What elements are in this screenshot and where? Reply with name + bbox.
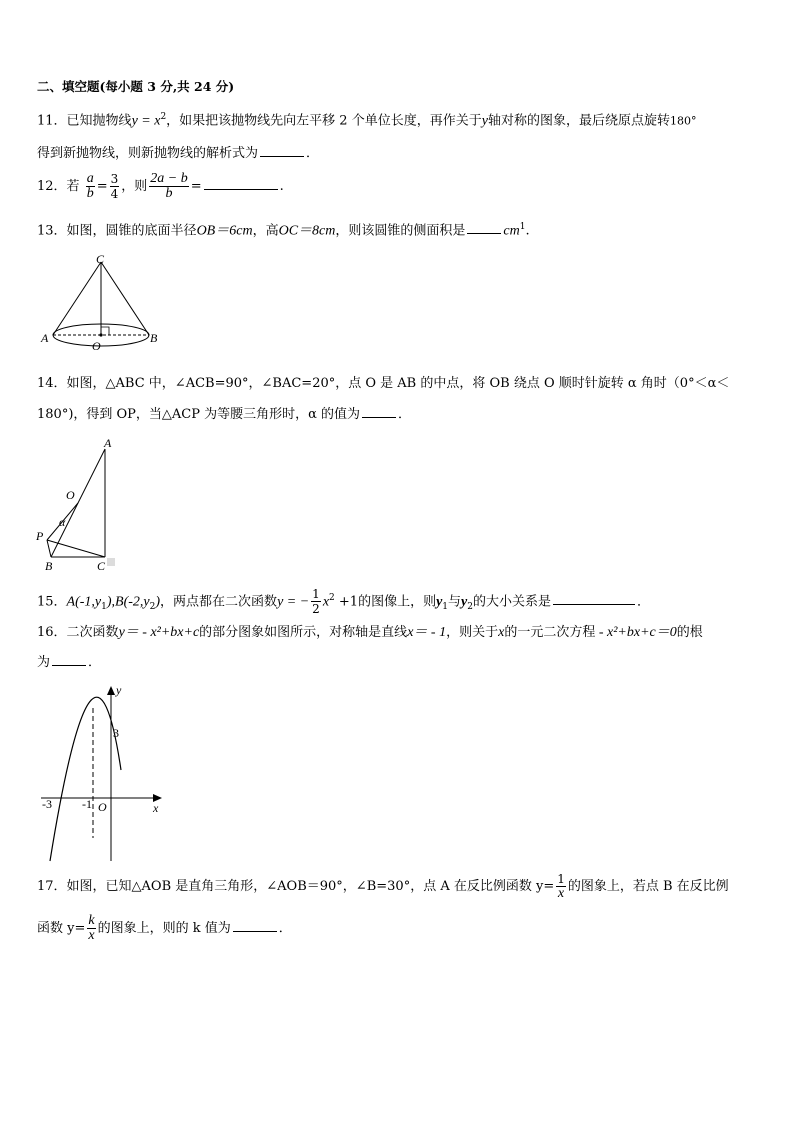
q17-frac2-den: x [88, 928, 95, 943]
q12-number: 12． [37, 179, 67, 194]
graph-label-y: y [116, 683, 122, 697]
cone-base-front [53, 335, 149, 346]
q12-eq: = [96, 179, 108, 194]
q16-axis: x＝ - 1 [407, 625, 447, 640]
q11-text-b: ，如果把该抛物线先向左平移 2 个单位长度，再作关于 [166, 113, 482, 129]
q17-frac-num: 1 [557, 872, 565, 886]
q16-line1-a: 二次函数 [66, 625, 119, 640]
q17-answer-blank[interactable] [233, 930, 277, 932]
q11-angle: 180° [669, 114, 697, 128]
q15-y2-sub: 2 [467, 601, 473, 612]
question-11-line-2 [37, 145, 319, 163]
q12-text-b: ，则 [121, 179, 148, 194]
q15-text-b: 的图像上，则 [358, 594, 437, 610]
q11-text-c: 轴对称的图象，最后绕原点旋转 [487, 113, 670, 129]
q17-line2-b: 的图象上，则的 k 值为 [97, 921, 231, 936]
section-heading: 二、填空题(每小题 3 分,共 24 分) [37, 79, 235, 94]
y-axis-arrow [107, 686, 115, 695]
q17-frac2-num: k [88, 913, 95, 928]
figure-16-parabola [38, 678, 168, 863]
q14-number: 14． [37, 376, 67, 391]
q12-frac1-den: b [86, 186, 94, 201]
q15-y1: y [436, 594, 443, 610]
q13-oc: OC＝8cm [278, 223, 336, 239]
graph-label-x: x [153, 801, 159, 815]
q15-points: A(-1,y [66, 594, 102, 610]
graph-label-origin: O [98, 800, 107, 814]
q11-expr: y = x [131, 113, 161, 129]
q13-text-c: ，则该圆锥的侧面积是 [335, 223, 466, 239]
q12-fraction-3-over-4 [110, 172, 120, 201]
q12-fraction-expression [149, 172, 188, 201]
q16-line1-c: ，则关于 [446, 625, 499, 640]
q13-ob: OB＝6cm [196, 223, 253, 239]
q16-eqn: - x²+bx+c＝0 [595, 625, 677, 640]
q15-points-mid: ),B(-2,y [106, 594, 150, 610]
q12-frac3-num: 2a − b [150, 171, 188, 186]
question-14-line-2 [37, 406, 411, 424]
q16-line1-e: 的根 [676, 625, 703, 640]
q12-fraction-a-over-b [86, 172, 95, 201]
q15-points-end: ) [155, 594, 161, 610]
q13-end: . [525, 223, 530, 239]
q16-end: ． [88, 655, 102, 670]
q15-answer-blank[interactable] [553, 603, 635, 605]
q12-frac2-den: 4 [110, 187, 119, 201]
q12-answer-blank[interactable] [204, 188, 278, 190]
q11-text-d: 得到新抛物线，则新抛物线的解析式为 [37, 146, 259, 161]
q11-expr-exp: 2 [160, 112, 167, 122]
question-13 [37, 218, 530, 240]
q15-exp: 2 [329, 593, 335, 603]
cone-right-angle-mark [101, 327, 109, 335]
cone-label-b: B [150, 331, 158, 345]
q12-eq2: = [190, 179, 202, 194]
q16-answer-blank[interactable] [52, 664, 86, 666]
q14-answer-blank[interactable] [362, 416, 396, 418]
q15-frac-den: 2 [312, 602, 320, 617]
tri-label-alpha: α [59, 515, 66, 529]
question-11-line-1 [37, 108, 696, 130]
q17-fraction-k-over-x [87, 914, 95, 943]
q16-line1-d: 的一元二次方程 [504, 625, 596, 640]
question-16-line-1 [37, 624, 703, 642]
figure-13-cone [38, 250, 163, 353]
right-angle-mark-c [107, 558, 115, 566]
q13-text-b: ，高 [252, 223, 279, 239]
q17-line2-a: 函数 y= [37, 921, 86, 936]
tri-label-o: O [66, 488, 75, 502]
q15-text-a: ，两点都在二次函数 [160, 594, 278, 610]
q14-end: ． [398, 407, 412, 422]
q11-y-var: y [481, 113, 488, 129]
figure-14-triangle [35, 436, 120, 572]
q17-fraction-1-over-x [556, 872, 566, 901]
q16-func: y＝ - x²+bx+c [118, 625, 200, 640]
q16-xvar: x [498, 625, 505, 640]
cone-label-o: O [92, 339, 101, 353]
q13-number: 13． [37, 223, 67, 239]
q12-frac3-den: b [165, 186, 173, 201]
parabola-curve [50, 697, 121, 861]
q12-frac2-num: 3 [110, 172, 119, 186]
graph-label-neg3: -3 [42, 797, 52, 811]
q13-unit: cm [503, 223, 520, 239]
q12-frac1-num: a [86, 171, 94, 186]
q15-yu: 与 [448, 594, 462, 610]
question-17-line-2 [37, 912, 292, 946]
q17-end: ． [278, 921, 292, 936]
q15-x-sq: x [322, 594, 330, 610]
q11-number: 11． [37, 113, 67, 129]
cone-label-c: C [96, 252, 105, 266]
q11-text-a: 已知抛物线 [66, 113, 132, 129]
tri-label-c: C [97, 559, 106, 573]
q15-sub2: 2 [149, 601, 156, 612]
cone-center-point [99, 333, 102, 336]
q16-line2: 为 [37, 655, 51, 670]
q15-text-c: 的大小关系是 [473, 594, 552, 610]
q15-plus: +1 [334, 594, 359, 610]
q16-number: 16． [37, 625, 67, 640]
graph-label-neg1: -1 [82, 797, 92, 811]
q15-frac-num: 1 [312, 587, 320, 602]
q16-line1-b: 的部分图象如图所示，对称轴是直线 [199, 625, 408, 640]
question-16-line-2 [37, 654, 101, 672]
question-15 [37, 582, 650, 623]
q13-unit-exp: 1 [519, 222, 526, 232]
q14-line2: 180°)，得到 OP，当△ACP 为等腰三角形时，α 的值为 [37, 407, 361, 422]
q12-text-a: 若 [66, 179, 80, 194]
cone-label-a: A [41, 331, 49, 345]
q13-text-a: 如图，圆锥的底面半径 [66, 223, 197, 239]
q17-line1: 如图，已知△AOB 是直角三角形，∠AOB＝90°，∠B=30°，点 A 在反比例函数 y= [66, 879, 555, 894]
q15-y2: y [461, 594, 468, 610]
q17-frac-den: x [557, 886, 565, 901]
q11-answer-blank[interactable] [260, 155, 304, 157]
tri-label-p: P [36, 529, 44, 543]
q15-sub1: 1 [101, 601, 107, 612]
q17-line1-b: 的图象上，若点 B 在反比例 [567, 879, 729, 894]
q15-y-eq: y = − [277, 594, 310, 610]
q15-number: 15． [37, 594, 67, 610]
tri-label-a: A [104, 436, 112, 450]
tri-label-b: B [45, 559, 53, 573]
q15-y1-sub: 1 [442, 601, 449, 612]
question-12 [37, 170, 284, 204]
q15-end: ． [637, 594, 651, 610]
q11-end: ． [306, 146, 320, 161]
question-14-line-1 [37, 375, 729, 393]
q15-fraction-half [311, 587, 321, 616]
q14-line1: 如图，△ABC 中，∠ACB=90°，∠BAC=20°，点 O 是 AB 的中点，将 OB 绕点 O 顺时针旋转 α 角时（0°＜α＜ [66, 376, 730, 391]
graph-label-3: 3 [113, 726, 119, 740]
question-17-line-1 [37, 870, 729, 904]
q12-end: . [279, 179, 284, 194]
q17-number: 17． [37, 879, 67, 894]
q13-answer-blank[interactable] [467, 232, 501, 234]
segment-pb [47, 540, 51, 557]
